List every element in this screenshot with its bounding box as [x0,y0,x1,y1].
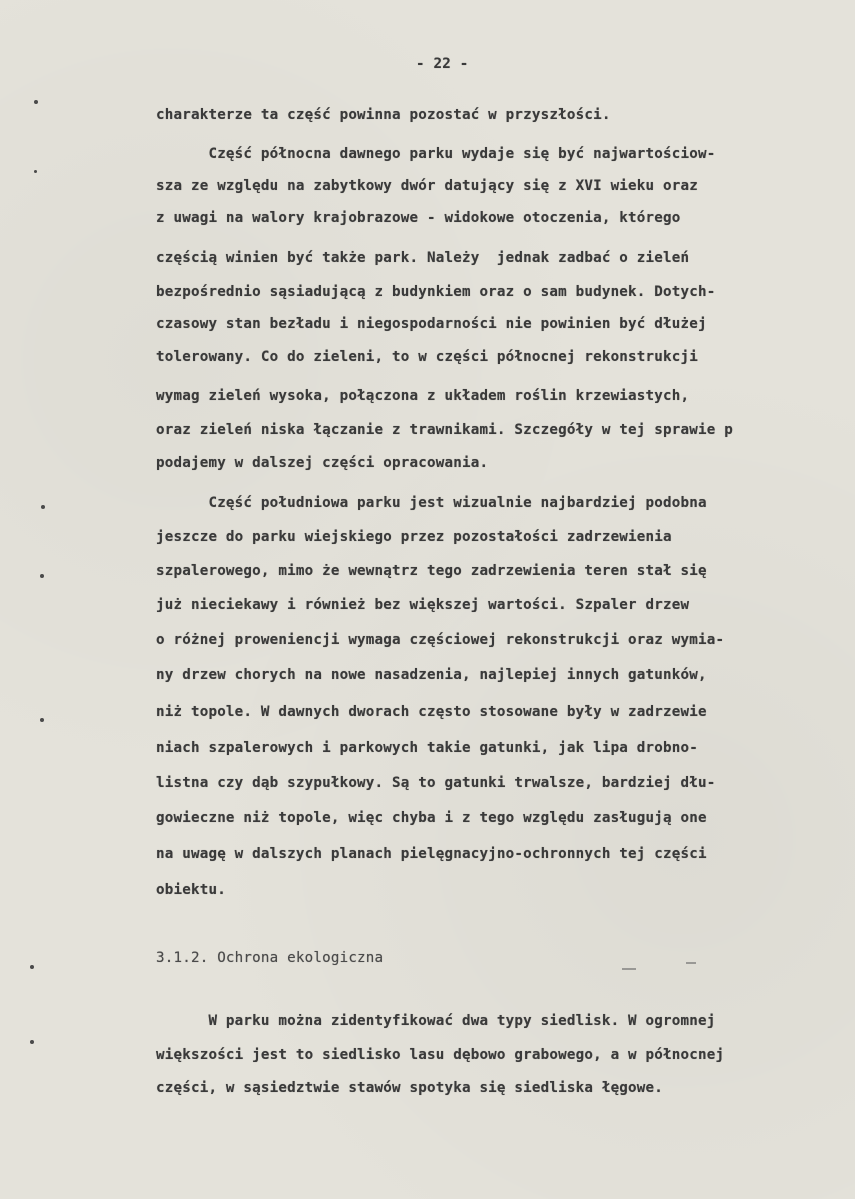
binder-mark-7 [30,1040,34,1044]
text-line: wymag zieleń wysoka, połączona z układem roślin krzewiastych, [156,388,690,404]
text-line: większości jest to siedlisko lasu dębowo grabowego, a w północnej [156,1047,725,1063]
page-number: - 22 - [416,56,469,72]
binder-mark-1 [34,100,38,104]
text-line: części, w sąsiedztwie stawów spotyka się siedliska łęgowe. [156,1080,664,1096]
text-line: o różnej proweniencji wymaga częściowej rekonstrukcji oraz wymia- [156,632,725,648]
text-line: sza ze względu na zabytkowy dwór datujący się z XVI wieku oraz [156,178,698,194]
text-line: podajemy w dalszej części opracowania. [156,455,489,471]
text-line: z uwagi na walory krajobrazowe - widokowe otoczenia, którego [156,210,681,226]
text-line: ny drzew chorych na nowe nasadzenia, najlepiej innych gatunków, [156,667,707,683]
text-line: oraz zieleń niska łączanie z trawnikami. Szczegóły w tej sprawie p [156,422,733,438]
text-line: charakterze ta część powinna pozostać w przyszłości. [156,107,611,123]
binder-mark-2 [34,170,37,173]
text-line: już nieciekawy i również bez większej wartości. Szpaler drzew [156,597,690,613]
text-line: szpalerowego, mimo że wewnątrz tego zadrzewienia teren stał się [156,563,707,579]
binder-mark-3 [41,505,45,509]
text-line: W parku można zidentyfikować dwa typy siedlisk. W ogromnej [156,1013,716,1029]
text-line: obiektu. [156,882,226,898]
binder-mark-6 [30,965,34,969]
binder-mark-5 [40,718,44,722]
text-line: bezpośrednio sąsiadującą z budynkiem oraz o sam budynek. Dotych- [156,284,716,300]
text-line: częścią winien być także park. Należy jednak zadbać o zieleń [156,250,690,266]
text-line: na uwagę w dalszych planach pielęgnacyjno-ochronnych tej części [156,846,707,862]
text-line: listna czy dąb szypułkowy. Są to gatunki trwalsze, bardziej dłu- [156,775,716,791]
ink-smudge [686,962,696,964]
binder-mark-4 [40,574,44,578]
text-line: Część północna dawnego parku wydaje się być najwartościow- [156,146,716,162]
text-line: niż topole. W dawnych dworach często stosowane były w zadrzewie [156,704,707,720]
text-line: tolerowany. Co do zieleni, to w części północnej rekonstrukcji [156,349,698,365]
text-line: gowieczne niż topole, więc chyba i z tego względu zasługują one [156,810,707,826]
text-line: niach szpalerowych i parkowych takie gatunki, jak lipa drobno- [156,740,698,756]
section-heading: 3.1.2. Ochrona ekologiczna [156,950,384,966]
text-line: jeszcze do parku wiejskiego przez pozostałości zadrzewienia [156,529,672,545]
ink-smudge [622,968,636,970]
text-line: czasowy stan bezładu i niegospodarności nie powinien być dłużej [156,316,707,332]
text-line: Część południowa parku jest wizualnie najbardziej podobna [156,495,707,511]
